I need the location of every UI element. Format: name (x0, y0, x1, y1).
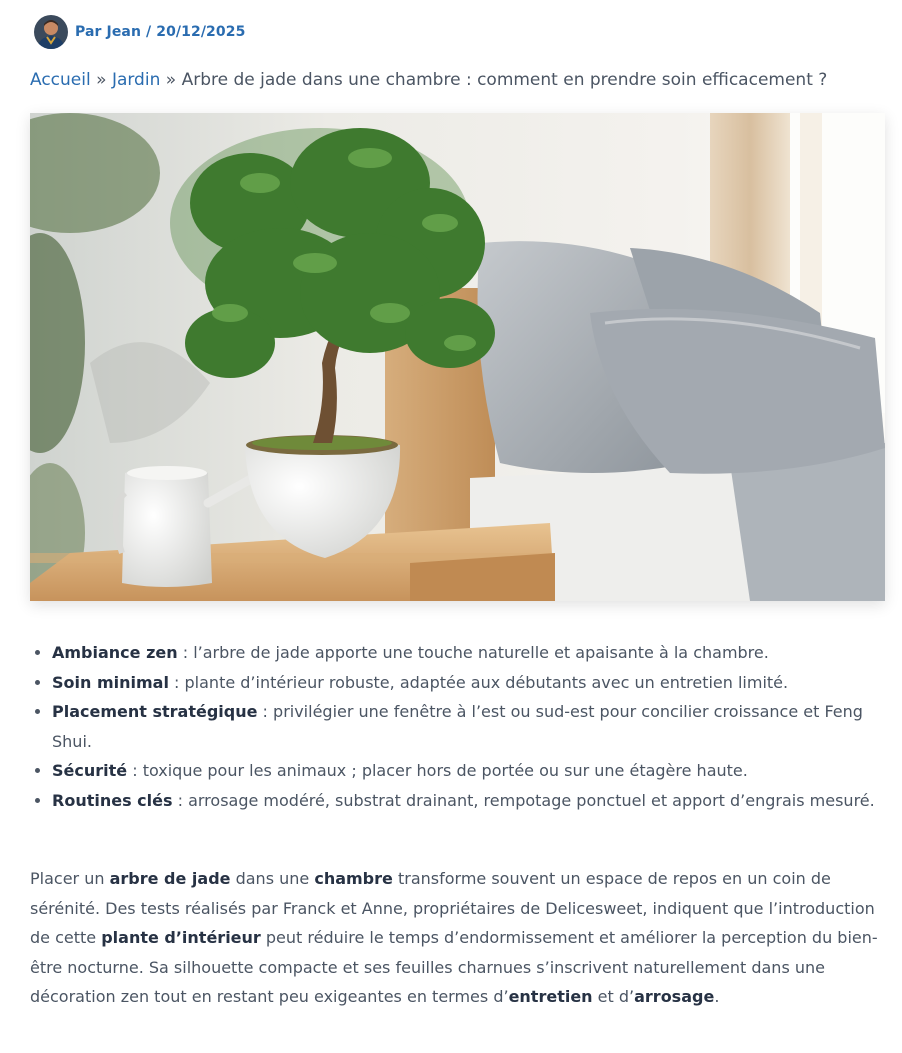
intro-paragraph (30, 864, 880, 1012)
intro-bold: chambre (314, 869, 393, 888)
breadcrumb-current: Arbre de jade dans une chambre : comment en prendre soin efficacement ? (181, 70, 828, 90)
list-item (52, 756, 902, 786)
list-item-title: Soin minimal (52, 672, 169, 692)
intro-bold: arrosage (634, 987, 715, 1006)
breadcrumb-separator: » (165, 70, 177, 90)
breadcrumb-separator: » (96, 70, 107, 90)
hero-image (30, 113, 885, 601)
intro-text: peut réduire le temps d’endormissement et améliorer la perception du bien-être nocturne. Sa silhouette compacte et ses feuilles charnues s’inscrivent naturellement dans une décoration zen tout en restant peu exigeantes en termes d’ (30, 928, 878, 1006)
author-name[interactable]: Jean (106, 24, 142, 40)
list-item-text: : plante d’intérieur robuste, adaptée aux débutants avec un entretien limité. (168, 672, 789, 692)
list-item-title: Sécurité (52, 761, 128, 780)
author-avatar[interactable] (34, 15, 68, 49)
publish-date: 20/12/2025 (156, 24, 246, 40)
list-item-text: : l’arbre de jade apporte une touche naturelle et apaisante à la chambre. (177, 643, 769, 662)
byline-separator: / (146, 24, 152, 40)
breadcrumb-category-link[interactable]: Jardin (111, 70, 161, 90)
author-meta (75, 24, 245, 40)
intro-text: transforme souvent un espace de repos en un coin de sérénité. Des tests réalisés par Franck et Anne, propriétaires de Delicesweet, indiquent que l’introduction de cette (30, 869, 875, 947)
list-item-text: : arrosage modéré, substrat drainant, rempotage ponctuel et apport d’engrais mesuré. (172, 790, 875, 810)
intro-text: dans une (230, 869, 315, 888)
list-item (52, 786, 902, 816)
list-item (52, 697, 902, 756)
author-byline (34, 14, 245, 50)
list-item-text: : toxique pour les animaux ; placer hors de portée ou sur une étagère haute. (127, 761, 748, 780)
intro-text: . (714, 987, 720, 1006)
key-points-list (30, 638, 902, 815)
list-item-title: Placement stratégique (52, 702, 258, 721)
list-item-title: Ambiance zen (52, 643, 178, 662)
breadcrumb-home-link[interactable]: Accueil (30, 70, 91, 90)
intro-bold: entretien (508, 987, 593, 1006)
list-item-text: : privilégier une fenêtre à l’est ou sud-est pour concilier croissance et Feng Shui. (52, 702, 863, 751)
list-item (52, 668, 902, 698)
intro-bold: arbre de jade (109, 869, 231, 888)
intro-text: et d’ (592, 987, 635, 1006)
intro-text: Placer un (30, 869, 110, 888)
list-item-title: Routines clés (52, 790, 173, 810)
author-prefix: Par (75, 24, 102, 40)
list-item (52, 638, 902, 668)
intro-bold: plante d’intérieur (101, 928, 261, 947)
breadcrumb (30, 70, 827, 90)
